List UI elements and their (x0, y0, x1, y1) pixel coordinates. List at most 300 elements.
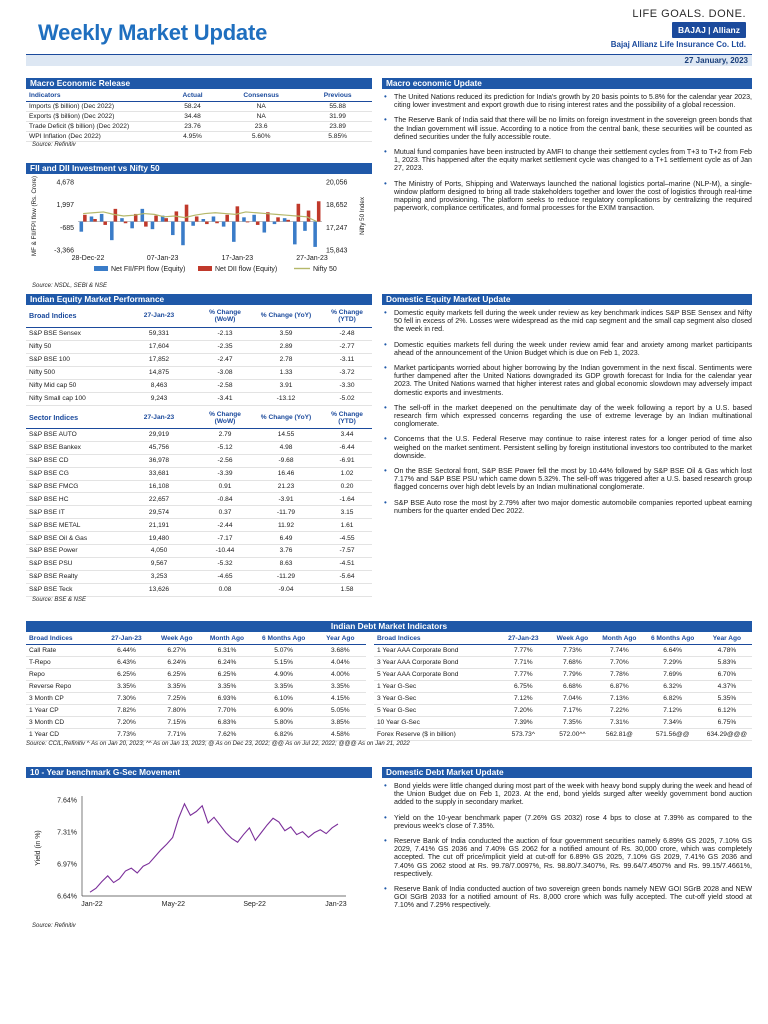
table-row (26, 583, 372, 596)
cell-value: 4.95% (166, 131, 219, 141)
domestic-equity-section (382, 294, 752, 522)
cell-value: 573.73^ (497, 728, 549, 740)
section-title: FII and DII Investment vs Nifty 50 (26, 163, 372, 174)
table-row (26, 570, 372, 583)
cell-value: 0.91 (200, 480, 250, 493)
cell-value: 7.71% (497, 656, 549, 668)
cell-value: 14,875 (118, 366, 200, 379)
cell-value: 13,626 (118, 583, 200, 596)
col-header: 27-Jan-23 (143, 312, 175, 320)
fii-bar (191, 222, 195, 226)
report-date: 27 January, 2023 (684, 56, 748, 65)
col-header: Previous (323, 91, 352, 99)
cell-value: 6.10% (253, 692, 315, 704)
row-label: 10 Year G-Sec (374, 716, 497, 728)
dii-bar (185, 205, 189, 222)
cell-value: 3.35% (201, 680, 252, 692)
y-tick-right: 18,652 (326, 202, 348, 210)
bullet-item: • The Ministry of Ports, Shipping and Waterways launched the national logistics portal–marine (NLP-M), a single-window platform designed to bring all trade stakeholders together and lower the cost of logistics through real-time mapping and provisioning. The platform seeks to reduce regulatory complications by centralizing the required paperwork, compliance certificates, and formal processes for the EXIM transaction. (382, 180, 752, 213)
row-label: S&P BSE 100 (26, 353, 118, 366)
cell-value: -3.11 (322, 353, 372, 366)
cell-value: 6.68% (549, 680, 595, 692)
table-row (26, 532, 372, 545)
cell-value: 7.77% (497, 668, 549, 680)
cell-value: 6.82% (643, 692, 701, 704)
dii-bar (276, 217, 280, 221)
cell-value: 0.37 (200, 506, 250, 519)
row-label: S&P BSE Sensex (26, 327, 118, 340)
cell-value: -9.68 (250, 454, 322, 467)
cell-value: 9,243 (118, 392, 200, 405)
legend-label: Net FII/FPI flow (Equity) (111, 266, 186, 273)
cell-value: 7.35% (549, 716, 595, 728)
cell-value: 6.25% (201, 668, 252, 680)
table-row (374, 692, 752, 704)
col-header: 27-Jan-23 (111, 634, 142, 642)
cell-value: 29,919 (118, 429, 200, 442)
cell-value: -2.58 (200, 379, 250, 392)
cell-value: -5.12 (200, 441, 250, 454)
debt-indicators-section (26, 621, 752, 747)
cell-value: 6.24% (201, 656, 252, 668)
cell-value: -4.55 (322, 532, 372, 545)
y-tick-left: -685 (59, 224, 74, 232)
col-header: 27-Jan-23 (143, 414, 175, 422)
cell-value: -3.72 (322, 366, 372, 379)
cell-value: 7.12% (497, 692, 549, 704)
table-row (26, 644, 366, 656)
cell-value: 3.85% (315, 716, 366, 728)
col-header: % Change (YoY) (260, 312, 312, 320)
source-note: Source: BSE & NSE (32, 596, 87, 603)
source-note: Source: NSDL, SEBI & NSE (32, 283, 108, 289)
cell-value: -1.64 (322, 493, 372, 506)
cell-value: 6.75% (497, 680, 549, 692)
cell-value: -13.12 (250, 392, 322, 405)
cell-value: 7.15% (152, 716, 201, 728)
dii-bar (93, 219, 97, 222)
cell-value: 3,253 (118, 570, 200, 583)
broad-indices-table (26, 305, 372, 406)
x-tick: 27-Jan-23 (296, 255, 328, 262)
fii-bar (303, 222, 307, 231)
table-row (26, 692, 366, 704)
cell-value: 4,050 (118, 545, 200, 558)
cell-value: 7.17% (549, 704, 595, 716)
col-header: Broad Indices (29, 311, 77, 321)
row-label: 3 Month CP (26, 692, 101, 704)
dii-bar (103, 222, 107, 225)
x-tick: May-22 (161, 901, 186, 908)
section-title: Indian Debt Market Indicators (26, 621, 752, 632)
macro-release-table (26, 90, 372, 142)
y-tick: 6.97% (57, 861, 77, 869)
cell-value: 6.12% (702, 704, 752, 716)
dii-bar (246, 222, 250, 223)
cell-value: 21.23 (250, 480, 322, 493)
table-row (26, 111, 372, 121)
report-title: Weekly Market Update (38, 20, 268, 45)
x-tick: 07-Jan-23 (146, 255, 179, 262)
cell-value: 9,567 (118, 557, 200, 570)
fii-bar (232, 222, 236, 242)
section-title: Macro economic Update (382, 78, 752, 89)
cell-value: 5.35% (702, 692, 752, 704)
cell-value: 7.68% (549, 656, 595, 668)
cell-value: 7.20% (497, 704, 549, 716)
cell-value: 6.87% (595, 680, 643, 692)
dii-bar (225, 215, 229, 222)
cell-value: -3.30 (322, 379, 372, 392)
source-note: Source: Refinitiv (32, 923, 76, 929)
cell-value: 6.25% (101, 668, 152, 680)
fii-chart-section (26, 163, 372, 289)
bullet-item: • On the BSE Sectoral front, S&P BSE Power fell the most by 10.44% followed by S&P BSE Oil & Gas which lost 7.17% and S&P BSE PSU which came down 5.32%. The sell-off was triggered after a U.S. based research group flagged concerns over high debt levels by an Indian multinational conglomerate. (382, 467, 752, 492)
bullet-item: • Reserve Bank of India conducted auction of two sovereign green bonds namely NEW GOI SGrB 2028 and NEW GOI SGrB 2033 for a notified amount of Rs. 8,000 crore which was fully accepted. The cut-off yield stood at 7.10% and 7.29% respectively. (382, 885, 752, 910)
cell-value: 7.30% (101, 692, 152, 704)
table-row (26, 656, 366, 668)
cell-value: 4.90% (253, 668, 315, 680)
row-label: S&P BSE Realty (26, 570, 118, 583)
cell-value: -2.13 (200, 327, 250, 340)
cell-value: -2.48 (322, 327, 372, 340)
col-header: % Change (YoY) (260, 414, 312, 422)
cell-value: -5.32 (200, 557, 250, 570)
cell-value: 7.70% (595, 656, 643, 668)
row-label: WPI Inflation (Dec 2022) (26, 131, 166, 141)
table-row (26, 467, 372, 480)
cell-value: 7.80% (152, 704, 201, 716)
cell-value: -4.51 (322, 557, 372, 570)
company-logo: BAJAJ | Allianz (672, 22, 746, 38)
cell-value: 5.83% (702, 656, 752, 668)
legend-swatch (198, 266, 212, 271)
row-label: 1 Year CD (26, 728, 101, 740)
cell-value: -9.04 (250, 583, 322, 596)
cell-value: 7.71% (152, 728, 201, 740)
col-header: Year Ago (326, 634, 355, 642)
cell-value: -7.17 (200, 532, 250, 545)
cell-value: 1.61 (322, 519, 372, 532)
cell-value: 55.88 (303, 101, 372, 111)
cell-value: -4.65 (200, 570, 250, 583)
y-axis-label-left: MF & FII/FPI flow (Rs. Crore) (31, 175, 38, 257)
y-tick-right: 17,247 (326, 224, 348, 232)
cell-value: 3.35% (253, 680, 315, 692)
table-row (26, 680, 366, 692)
dii-bar (256, 222, 260, 225)
bullet-item: • S&P BSE Auto rose the most by 2.79% after two major domestic automobile companies reported upbeat earning numbers for the quarter ended Dec 2022. (382, 499, 752, 515)
cell-value: 7.29% (643, 656, 701, 668)
macro-update-section (382, 78, 752, 219)
fii-bar (202, 219, 206, 222)
row-label: 1 Year G-Sec (374, 680, 497, 692)
bullet-item: • The sell-off in the market deepened on the penultimate day of the week following a report by a U.S. based research firm which expressed concerns regarding the use of extreme leverage by an Indian multinational conglomerate. (382, 404, 752, 429)
row-label: 1 Year AAA Corporate Bond (374, 644, 497, 656)
cell-value: 7.12% (643, 704, 701, 716)
col-header: Broad Indices (29, 634, 73, 642)
cell-value: 4.98 (250, 441, 322, 454)
cell-value: 0.08 (200, 583, 250, 596)
row-label: S&P BSE AUTO (26, 429, 118, 442)
row-label: S&P BSE IT (26, 506, 118, 519)
col-header: % Change (WoW) (209, 308, 241, 323)
fii-bar (252, 215, 256, 222)
table-row (26, 379, 372, 392)
cell-value: -3.91 (250, 493, 322, 506)
cell-value: 31.99 (303, 111, 372, 121)
table-row (26, 668, 366, 680)
bullet-item: • Bond yields were little changed during most part of the week with heavy bond supply during the week and head of the Union Budget due on Feb 1, 2023. At the end, bond yields surged after weekly government bond auction added to the supply in secondary market. (382, 782, 752, 807)
section-title: Domestic Equity Market Update (382, 294, 752, 305)
table-row (26, 131, 372, 141)
table-row (26, 519, 372, 532)
dii-bar (205, 222, 209, 225)
cell-value: 5.80% (253, 716, 315, 728)
source-note: Source: CCIL,Refinitiv ^ As on Jan 20, 2023; ^^ As on Jan 13, 2023; @ As on Dec 23, 2022; @@ As on Jul 22, 2022; @@@ As on Jan 21, 2022 (26, 740, 410, 747)
fii-bar (273, 222, 277, 225)
table-row (26, 101, 372, 111)
col-header: Week Ago (556, 634, 589, 642)
cell-value: 7.13% (595, 692, 643, 704)
cell-value: 4.37% (702, 680, 752, 692)
cell-value: -5.64 (322, 570, 372, 583)
cell-value: 6.49 (250, 532, 322, 545)
row-label: 1 Year CP (26, 704, 101, 716)
dii-bar (297, 204, 301, 222)
fii-dii-chart (26, 174, 372, 278)
dii-bar (83, 215, 87, 222)
table-row (26, 480, 372, 493)
cell-value: 59,331 (118, 327, 200, 340)
col-header: % Change (WoW) (209, 410, 241, 425)
fii-bar (90, 216, 94, 221)
cell-value: 572.00^^ (549, 728, 595, 740)
cell-value: 6.27% (152, 644, 201, 656)
debt-money-table (26, 633, 366, 741)
cell-value: -10.44 (200, 545, 250, 558)
fii-bar (130, 222, 134, 229)
legend-label: Net DII flow (Equity) (215, 266, 278, 273)
row-label: S&P BSE METAL (26, 519, 118, 532)
sector-indices-table (26, 408, 372, 597)
cell-value: 6.44% (101, 644, 152, 656)
cell-value: 33,681 (118, 467, 200, 480)
bullet-item: • Market participants worried about higher borrowing by the Indian government in the next fiscal. Sentiments were further dampened after the United Nations downgraded its GDP growth forecast for India for the calendar year 2023. The United Nations warned that higher interest rates and global economic slowdown may adversely impact domestic exports and investments. (382, 364, 752, 397)
cell-value: 8,463 (118, 379, 200, 392)
cell-value: -6.91 (322, 454, 372, 467)
cell-value: -6.44 (322, 441, 372, 454)
table-row (26, 493, 372, 506)
cell-value: 21,191 (118, 519, 200, 532)
cell-value: 7.31% (595, 716, 643, 728)
table-row (374, 704, 752, 716)
row-label: 3 Year G-Sec (374, 692, 497, 704)
fii-bar (171, 222, 175, 236)
row-label: Forex Reserve ($ in billion) (374, 728, 497, 740)
cell-value: 3.35% (152, 680, 201, 692)
y-axis-label: Yield (in %) (35, 830, 42, 866)
row-label: T-Repo (26, 656, 101, 668)
cell-value: 6.31% (201, 644, 252, 656)
cell-value: 3.35% (101, 680, 152, 692)
cell-value: -2.56 (200, 454, 250, 467)
cell-value: 6.64% (643, 644, 701, 656)
col-header: Broad Indices (377, 634, 421, 642)
cell-value: 7.39% (497, 716, 549, 728)
row-label: Trade Deficit ($ billion) (Dec 2022) (26, 121, 166, 131)
brand-block (586, 8, 746, 49)
cell-value: -7.57 (322, 545, 372, 558)
table-row (26, 366, 372, 379)
dii-bar (124, 222, 128, 224)
x-tick: Jan-22 (81, 901, 103, 908)
cell-value: 17,604 (118, 340, 200, 353)
dii-bar (307, 211, 311, 222)
cell-value: 2.79 (200, 429, 250, 442)
bullet-item: • Domestic equity markets fell during the week under review as key benchmark indices S&P BSE Sensex and Nifty 50 fell in excess of 2%. Losses were widespread as the mid cap segment and the small cap segment also closed the week in red. (382, 309, 752, 334)
brand-slogan: LIFE GOALS. DONE. (632, 8, 746, 20)
cell-value: 6.43% (101, 656, 152, 668)
bullet-item: • Reserve Bank of India conducted the auction of four government securities namely 6.89% GS 2025, 7.10% GS 2029, 7.41% GS 2036 and 7.40% GS 2062 for a notified amount of Rs. 30,000 crore, which was completely accepted. The cut off price/implicit yield at cut-off for 6.89% GS 2025, 7.10% GS 2029, 7.41% GS 2036 and 7.40% GS 2062 stood at Rs. 99.78/7.0097%, Rs. 98.80/7.3407%, Rs. 99.64/7.4507% and Rs. 99.15/7.4661%, respectively. (382, 837, 752, 878)
fii-bar (151, 222, 155, 230)
nifty-line (83, 212, 317, 222)
col-header: Year Ago (712, 634, 742, 642)
cell-value: 2.78 (250, 353, 322, 366)
cell-value: 3.91 (250, 379, 322, 392)
cell-value: 6.70% (702, 668, 752, 680)
source-note: Source: Refinitiv (32, 141, 76, 148)
row-label: Reverse Repo (26, 680, 101, 692)
row-label: Exports ($ billion) (Dec 2022) (26, 111, 166, 121)
row-label: 5 Year G-Sec (374, 704, 497, 716)
dii-bar (195, 216, 199, 221)
x-tick: Jan-23 (325, 901, 347, 908)
fii-bar (283, 218, 287, 221)
row-label: S&P BSE CD (26, 454, 118, 467)
row-label: S&P BSE PSU (26, 557, 118, 570)
section-title: Indian Equity Market Performance (26, 294, 372, 305)
table-row (26, 353, 372, 366)
cell-value: 4.04% (315, 656, 366, 668)
table-row (26, 454, 372, 467)
cell-value: 6.90% (253, 704, 315, 716)
cell-value: 7.22% (595, 704, 643, 716)
cell-value: 7.73% (549, 644, 595, 656)
cell-value: 6.75% (702, 716, 752, 728)
fii-bar (120, 218, 124, 221)
y-tick: 7.64% (57, 797, 77, 805)
cell-value: 7.78% (595, 668, 643, 680)
cell-value: 5.05% (315, 704, 366, 716)
bullet-item: • Concerns that the U.S. Federal Reserve may continue to raise interest rates for a longer period of time also weighed on the market sentiment. Persistent selling by foreign institutional investors too contributed to the market downside. (382, 435, 752, 460)
y-tick-left: 4,678 (56, 179, 74, 187)
cell-value: 7.25% (152, 692, 201, 704)
y-tick-right: 20,056 (326, 179, 348, 187)
cell-value: 634.29@@@ (702, 728, 752, 740)
cell-value: 7.77% (497, 644, 549, 656)
cell-value: 7.69% (643, 668, 701, 680)
row-label: 5 Year AAA Corporate Bond (374, 668, 497, 680)
gsec-chart-section (26, 767, 372, 929)
cell-value: -2.44 (200, 519, 250, 532)
legend-label: Nifty 50 (313, 266, 337, 273)
legend-swatch (94, 266, 108, 271)
cell-value: 23.76 (166, 121, 219, 131)
fii-bar (293, 222, 297, 245)
cell-value: 5.60% (219, 131, 303, 141)
cell-value: 45,756 (118, 441, 200, 454)
cell-value: 14.55 (250, 429, 322, 442)
cell-value: 7.74% (595, 644, 643, 656)
row-label: S&P BSE Teck (26, 583, 118, 596)
cell-value: 4.58% (315, 728, 366, 740)
fii-bar (110, 222, 114, 241)
section-title: 10 - Year benchmark G-Sec Movement (26, 767, 372, 778)
row-label: S&P BSE Bankex (26, 441, 118, 454)
date-bar (26, 54, 752, 66)
debt-bond-table (374, 633, 752, 741)
cell-value: -2.77 (322, 340, 372, 353)
row-label: Nifty 500 (26, 366, 118, 379)
row-label: S&P BSE Power (26, 545, 118, 558)
cell-value: 3.15 (322, 506, 372, 519)
row-label: Imports ($ billion) (Dec 2022) (26, 101, 166, 111)
cell-value: 0.20 (322, 480, 372, 493)
dii-bar (317, 201, 321, 221)
cell-value: 1.02 (322, 467, 372, 480)
col-header: Week Ago (160, 634, 193, 642)
cell-value: 1.33 (250, 366, 322, 379)
row-label: S&P BSE CG (26, 467, 118, 480)
bullet-item: • The United Nations reduced its prediction for India's growth by 20 basis points to 5.8% for the calendar year 2023, citing lower investment and export growth due to rising interest rates and the possibility of a global recession. (382, 93, 752, 109)
cell-value: -5.02 (322, 392, 372, 405)
cell-value: 7.73% (101, 728, 152, 740)
col-header: Indicators (29, 91, 61, 99)
x-tick: 28-Dec-22 (71, 255, 105, 262)
cell-value: -0.84 (200, 493, 250, 506)
col-header: Consensus (243, 91, 279, 99)
cell-value: 3.44 (322, 429, 372, 442)
cell-value: 3.35% (315, 680, 366, 692)
cell-value: 3.76 (250, 545, 322, 558)
x-tick: Sep-22 (243, 901, 266, 908)
gsec-yield-line (90, 804, 338, 892)
cell-value: 6.83% (201, 716, 252, 728)
cell-value: 7.04% (549, 692, 595, 704)
cell-value: 4.15% (315, 692, 366, 704)
col-header: Sector Indices (29, 413, 79, 423)
bullet-item: • The Reserve Bank of India said that there will be no limits on foreign investment in the sovereign green bonds that the Indian government will issue. According to a notice from the central bank, these securities will be counted as defined securities under the fully accessible route. (382, 116, 752, 141)
y-tick-left: 1,997 (56, 202, 74, 210)
cell-value: 8.63 (250, 557, 322, 570)
cell-value: 4.00% (315, 668, 366, 680)
dii-bar (215, 222, 219, 224)
cell-value: 2.89 (250, 340, 322, 353)
cell-value: 16,108 (118, 480, 200, 493)
cell-value: 6.82% (253, 728, 315, 740)
row-label: Repo (26, 668, 101, 680)
table-row (26, 728, 366, 740)
col-header: Month Ago (209, 634, 245, 642)
company-name: Bajaj Allianz Life Insurance Co. Ltd. (610, 40, 746, 49)
bullet-list (382, 309, 752, 515)
cell-value: -2.35 (200, 340, 250, 353)
table-row (26, 557, 372, 570)
bullet-item: • Mutual fund companies have been instructed by AMFI to change their settlement cycles from T+3 to T+2 from Feb 1, 2023. This happened after the equity market settlement cycle was changed to a T+1 settlement cycle as of Jan 27, 2023. (382, 148, 752, 173)
table-row (26, 429, 372, 442)
cell-value: 7.20% (101, 716, 152, 728)
